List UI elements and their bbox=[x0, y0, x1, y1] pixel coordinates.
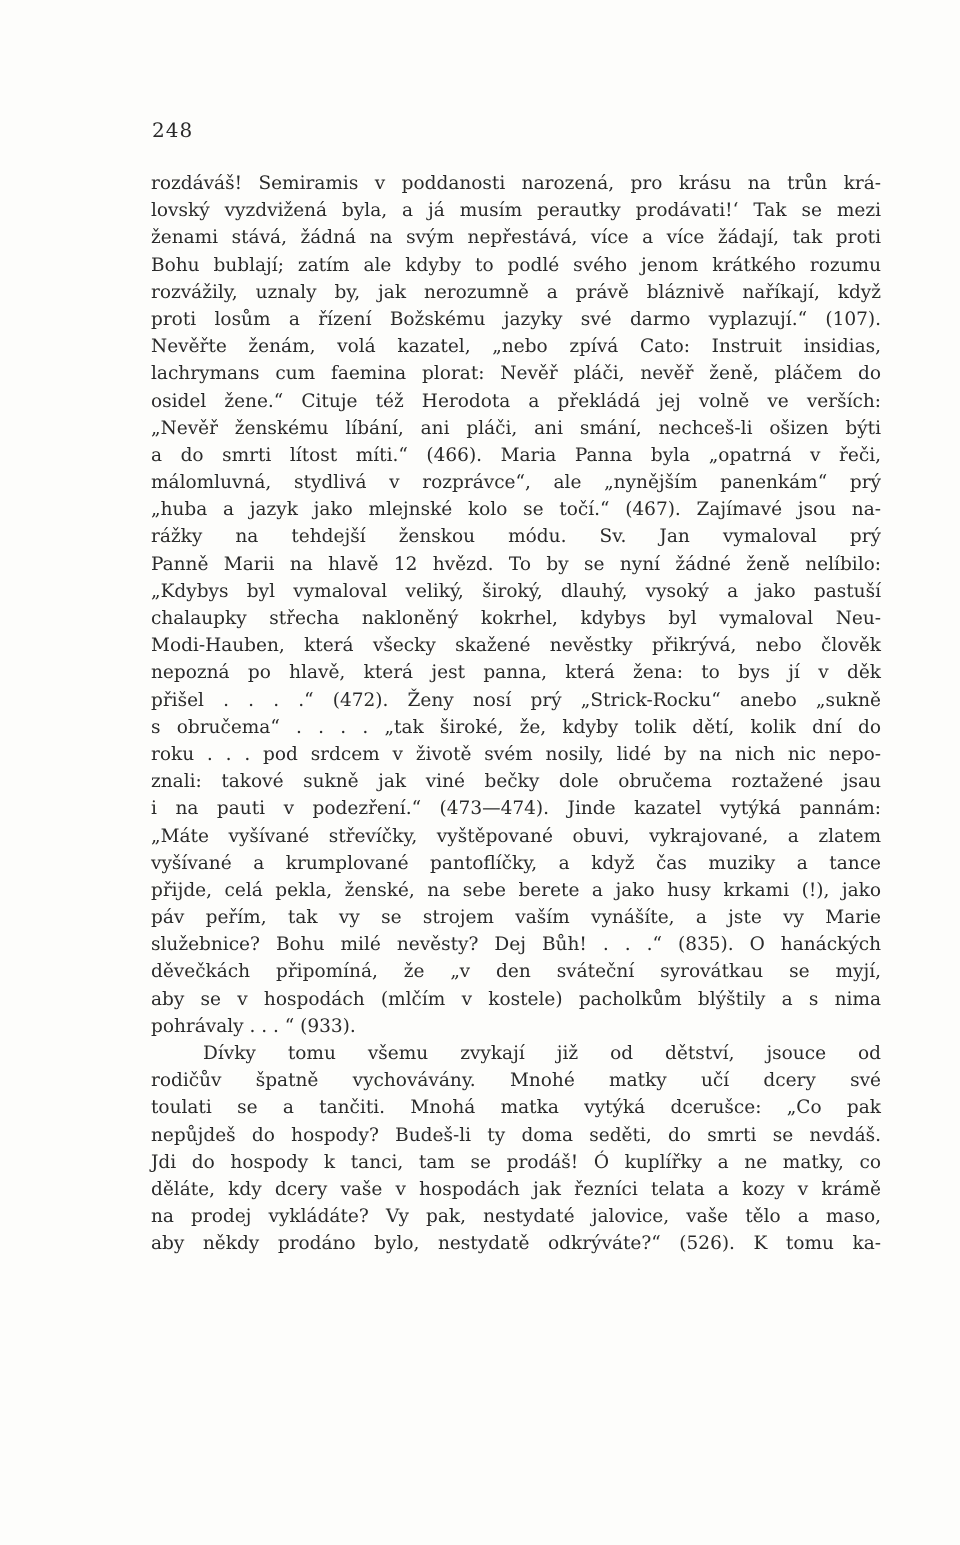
text-line: znali: takové sukně jak viné bečky dole obručema roztažené jsau bbox=[151, 771, 881, 793]
text-line: „Kdybys byl vymaloval veliký, široký, dlauhý, vysoký a jako pastuší bbox=[151, 580, 881, 602]
text-line: aby někdy prodáno bylo, nestydatě odkrýváte?“ (526). K tomu ka- bbox=[151, 1233, 881, 1255]
text-line: nepůjdeš do hospody? Budeš-li ty doma seděti, do smrti se nevdáš. bbox=[151, 1124, 881, 1146]
text-line: osidel žene.“ Cituje též Herodota a překládá jej volně ve verších: bbox=[151, 390, 881, 412]
text-line: přišel . . . .“ (472). Ženy nosí prý „Strick-Rocku“ anebo „sukně bbox=[151, 689, 881, 711]
text-line: aby se v hospodách (mlčím v kostele) pacholkům blýštily a s nima bbox=[151, 988, 881, 1010]
text-line: Modi-Hauben, která všecky skažené nevěstky přikrývá, nebo člověk bbox=[151, 635, 881, 657]
text-line: děvečkách připomíná, že „v den sváteční syrovátkau se myjí, bbox=[151, 961, 881, 983]
body-text bbox=[151, 170, 881, 1258]
text-line: ženami stává, žádná na svým nepřestává, více a více žádají, tak proti bbox=[151, 227, 881, 249]
text-line: děláte, kdy dcery vaše v hospodách jak řezníci telata a kozy v krámě bbox=[151, 1178, 881, 1200]
text-line: lachrymans cum faemina plorat: Nevěř pláči, nevěř ženě, pláčem do bbox=[151, 363, 881, 385]
text-line: pohrávaly . . . “ (933). bbox=[151, 1015, 356, 1037]
text-line: lovský vyzdvižená byla, a já musím perautky prodávati!‘ Tak se mezi bbox=[151, 200, 881, 222]
text-line: toulati se a tančiti. Mnohá matka vytýká dcerušce: „Co pak bbox=[151, 1097, 881, 1119]
text-line: málomluvná, stydlivá v rozprávce“, ale „nynějším panenkám“ prý bbox=[151, 472, 881, 494]
text-line: roku . . . pod srdcem v životě svém nosily, lidé by na nich nic nepo- bbox=[151, 743, 881, 765]
text-line: Jdi do hospody k tanci, tam se prodáš! Ó kuplířky a ne matky, co bbox=[151, 1151, 881, 1173]
text-line: „huba a jazyk jako mlejnské kolo se točí.“ (467). Zajímavé jsou na- bbox=[151, 499, 881, 521]
text-line: rozdáváš! Semiramis v poddanosti narozená, pro krásu na trůn krá- bbox=[151, 173, 881, 194]
text-line: Nevěřte ženám, volá kazatel, „nebo zpívá Cato: Instruit insidias, bbox=[151, 336, 881, 358]
text-line: Panně Marii na hlavě 12 hvězd. To by se nyní žádné ženě nelíbilo: bbox=[151, 553, 881, 575]
text-line: proti losům a řízení Božskému jazyky své darmo vyplazují.“ (107). bbox=[151, 308, 881, 330]
text-line: chalaupky střecha nakloněný kokrhel, kdybys byl vymaloval Neu- bbox=[151, 608, 881, 629]
text-line: páv peřím, tak vy se strojem vaším vynášíte, a jste vy Marie bbox=[151, 907, 881, 929]
text-line: Dívky tomu všemu zvykají již od dětství, jsouce od bbox=[203, 1043, 881, 1064]
text-line: a do smrti lítost míti.“ (466). Maria Panna byla „opatrná v řeči, bbox=[151, 444, 881, 466]
text-line: rodičův špatně vychovávány. Mnohé matky učí dcery své bbox=[151, 1070, 881, 1092]
text-line: „Máte vyšívané střevíčky, vyštěpované obuvi, vykrajované, a zlatem bbox=[151, 825, 881, 847]
text-line: „Nevěř ženskému líbání, ani pláči, ani smání, nechceš-li ošizen býti bbox=[151, 417, 881, 439]
text-line: nepozná po hlavě, která jest panna, která žena: to bys jí v děk bbox=[151, 662, 881, 684]
text-line: rážky na tehdejší ženskou módu. Sv. Jan vymaloval prý bbox=[151, 526, 881, 548]
text-line: služebnice? Bohu milé nevěsty? Dej Bůh! . . .“ (835). O hanáckých bbox=[151, 934, 881, 956]
text-line: rozvážily, uznaly by, jak nerozumně a právě bláznivě naříkají, když bbox=[151, 281, 881, 303]
text-line: přijde, celá pekla, ženské, na sebe berete a jako husy krkami (!), jako bbox=[151, 879, 881, 901]
text-line: Bohu bublají; zatím ale kdyby to podlé svého jenom krátkého rozumu bbox=[151, 254, 881, 276]
text-line: na prodej vykládáte? Vy pak, nestydaté jalovice, vaše tělo a maso, bbox=[151, 1206, 881, 1228]
text-line: s obručema“ . . . . „tak široké, že, kdyby tolik dětí, kolik dní do bbox=[151, 716, 881, 738]
text-line: i na pauti v podezření.“ (473—474). Jinde kazatel vytýká pannám: bbox=[151, 798, 881, 820]
page-number: 248 bbox=[152, 118, 194, 142]
text-line: vyšívané a krumplované pantoflíčky, a když čas muziky a tance bbox=[151, 852, 881, 874]
